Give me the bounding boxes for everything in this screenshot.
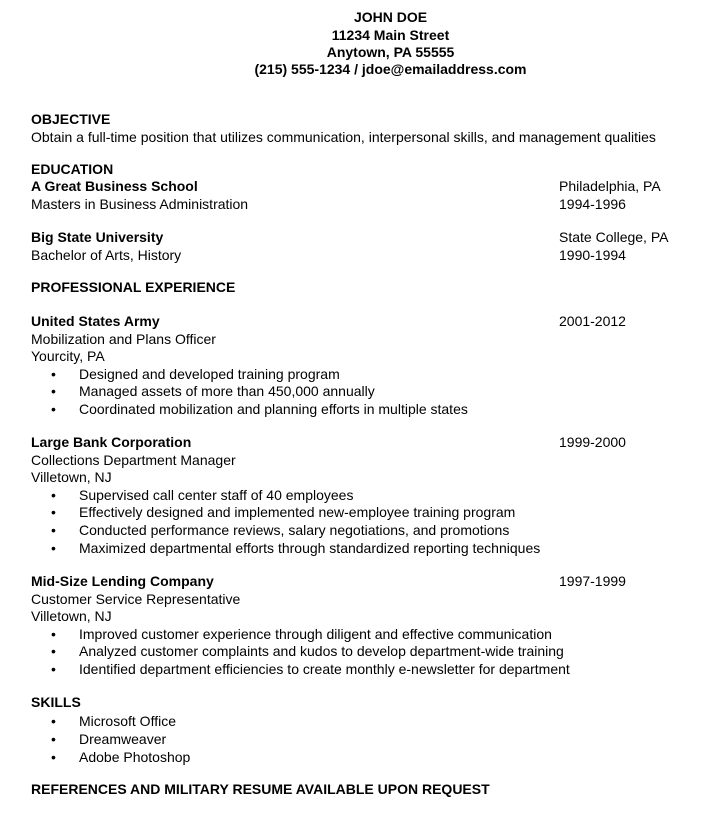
job-title: Collections Department Manager bbox=[31, 452, 236, 468]
skill-item: Microsoft Office bbox=[79, 713, 176, 729]
bullet-marker: • bbox=[51, 383, 56, 399]
bullet-marker: • bbox=[51, 626, 56, 642]
company-name: Large Bank Corporation bbox=[31, 434, 192, 450]
bullet-marker: • bbox=[51, 401, 56, 417]
job-bullet: Managed assets of more than 450,000 annually bbox=[79, 383, 375, 399]
skill-item: Dreamweaver bbox=[79, 731, 167, 747]
job-bullet: Improved customer experience through diligent and effective communication bbox=[79, 626, 552, 642]
degree-years: 1994-1996 bbox=[559, 196, 626, 212]
school-location: State College, PA bbox=[559, 229, 669, 245]
job-years: 2001-2012 bbox=[559, 313, 626, 329]
skill-item: Adobe Photoshop bbox=[79, 749, 191, 765]
bullet-marker: • bbox=[51, 643, 56, 659]
city-address: Anytown, PA 55555 bbox=[326, 44, 455, 60]
job-bullet: Supervised call center staff of 40 employees bbox=[79, 487, 354, 503]
job-bullet: Designed and developed training program bbox=[79, 366, 340, 382]
school-name: A Great Business School bbox=[31, 178, 198, 194]
objective-heading: OBJECTIVE bbox=[31, 111, 111, 127]
degree: Bachelor of Arts, History bbox=[31, 247, 182, 263]
company-name: United States Army bbox=[31, 313, 160, 329]
job-years: 1997-1999 bbox=[559, 573, 626, 589]
bullet-marker: • bbox=[51, 749, 56, 765]
bullet-marker: • bbox=[51, 504, 56, 520]
bullet-marker: • bbox=[51, 366, 56, 382]
bullet-marker: • bbox=[51, 522, 56, 538]
references-note: REFERENCES AND MILITARY RESUME AVAILABLE UPON REQUEST bbox=[31, 781, 490, 797]
bullet-marker: • bbox=[51, 661, 56, 677]
bullet-marker: • bbox=[51, 731, 56, 747]
job-title: Customer Service Representative bbox=[31, 591, 241, 607]
job-location: Yourcity, PA bbox=[31, 348, 105, 364]
job-bullet: Conducted performance reviews, salary negotiations, and promotions bbox=[79, 522, 510, 538]
job-location: Villetown, NJ bbox=[31, 608, 112, 624]
contact-info: (215) 555-1234 / jdoe@emailaddress.com bbox=[254, 61, 527, 77]
job-years: 1999-2000 bbox=[559, 434, 626, 450]
candidate-name: JOHN DOE bbox=[353, 9, 428, 25]
school-name: Big State University bbox=[31, 229, 164, 245]
bullet-marker: • bbox=[51, 540, 56, 556]
experience-heading: PROFESSIONAL EXPERIENCE bbox=[31, 279, 236, 295]
objective-text: Obtain a full-time position that utilizes communication, interpersonal skills, and management qualities bbox=[31, 129, 656, 145]
job-bullet: Coordinated mobilization and planning efforts in multiple states bbox=[79, 401, 468, 417]
job-title: Mobilization and Plans Officer bbox=[31, 331, 216, 347]
skills-heading: SKILLS bbox=[31, 694, 81, 710]
degree-years: 1990-1994 bbox=[559, 247, 626, 263]
job-bullet: Effectively designed and implemented new-employee training program bbox=[79, 504, 516, 520]
degree: Masters in Business Administration bbox=[31, 196, 249, 212]
company-name: Mid-Size Lending Company bbox=[31, 573, 214, 589]
job-bullet: Analyzed customer complaints and kudos to develop department-wide training bbox=[79, 643, 564, 659]
school-location: Philadelphia, PA bbox=[559, 178, 661, 194]
bullet-marker: • bbox=[51, 713, 56, 729]
job-bullet: Identified department efficiencies to create monthly e-newsletter for department bbox=[79, 661, 570, 677]
street-address: 11234 Main Street bbox=[331, 27, 450, 43]
education-heading: EDUCATION bbox=[31, 161, 114, 177]
job-location: Villetown, NJ bbox=[31, 469, 112, 485]
job-bullet: Maximized departmental efforts through standardized reporting techniques bbox=[79, 540, 541, 556]
bullet-marker: • bbox=[51, 487, 56, 503]
